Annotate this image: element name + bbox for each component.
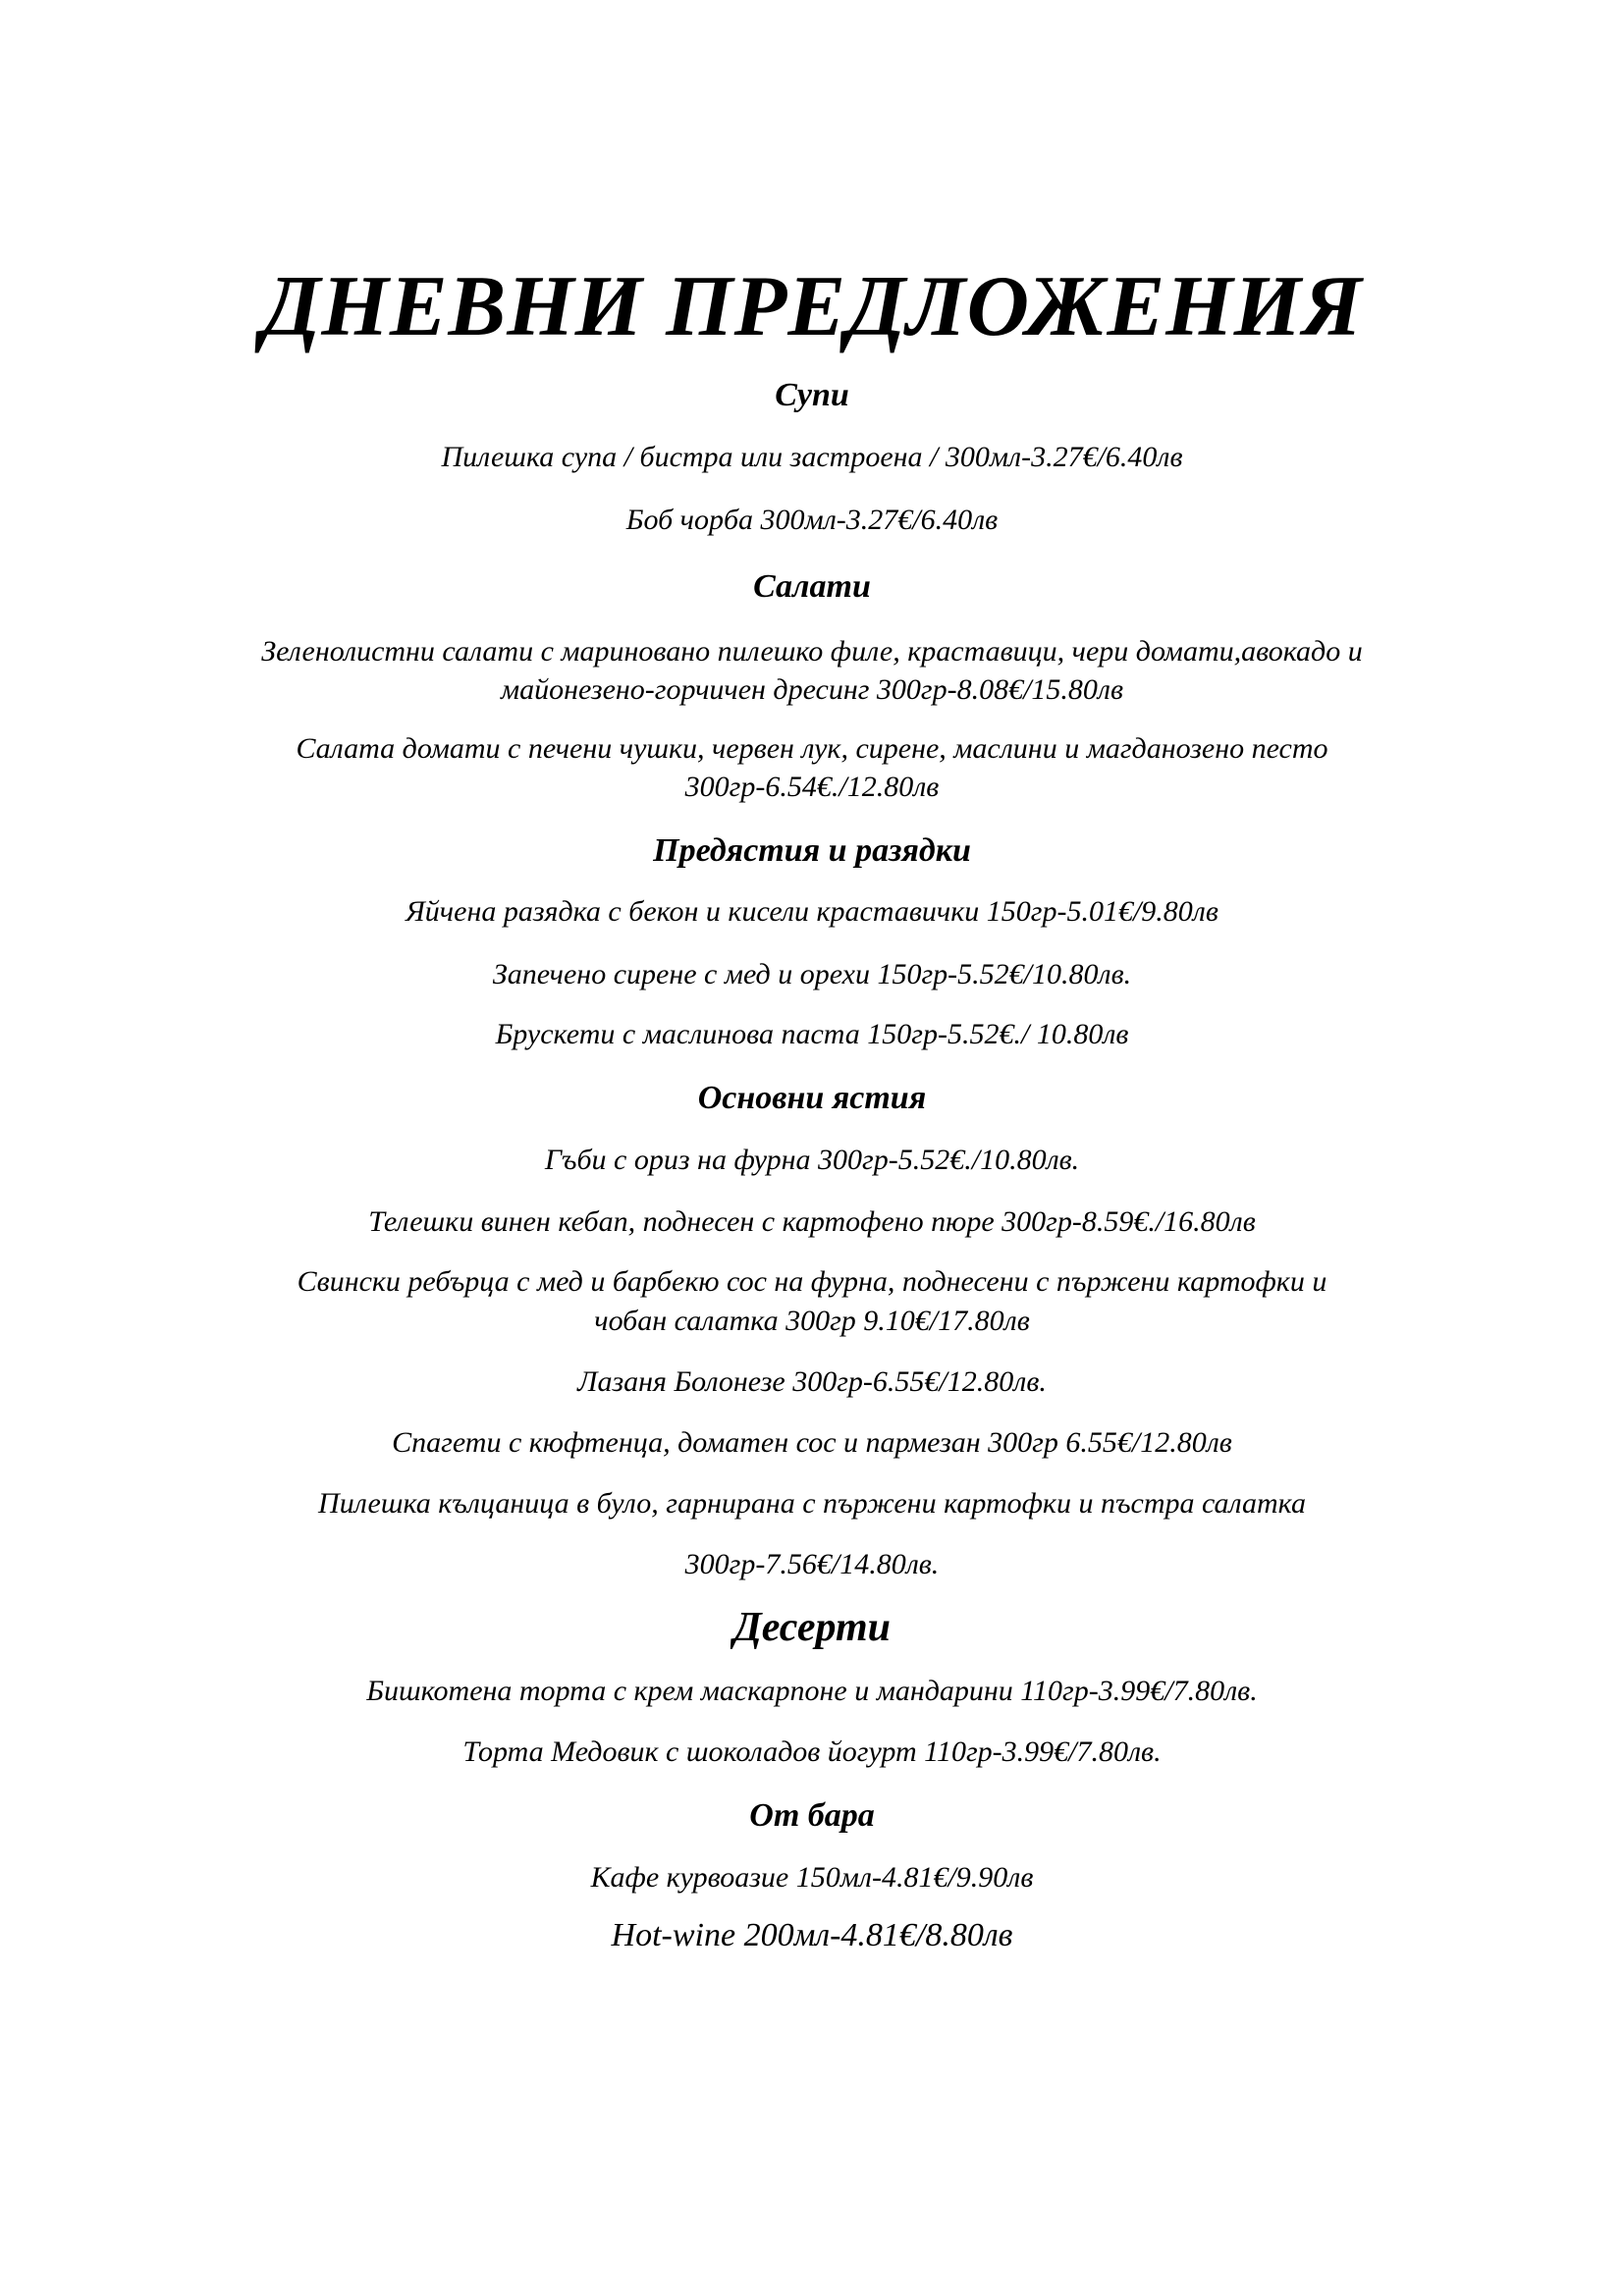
menu-item-biscuit-cake: Бишкотена торта с крем маскарпоне и мандарини 110гр-3.99€/7.80лв.: [366, 1675, 1258, 1707]
menu-item-chicken-mince-line1: Пилешка кълцаница в було, гарнирана с пържени картофки и пъстра салатка: [318, 1487, 1306, 1520]
menu-item-chicken-mince-line2: 300гр-7.56€/14.80лв.: [684, 1548, 940, 1580]
section-heading-desserts: Десерти: [733, 1605, 891, 1650]
menu-title: ДНЕВНИ ПРЕДЛОЖЕНИЯ: [261, 259, 1363, 354]
menu-item-bruschetta: Брускети с маслинова паста 150гр-5.52€./ 10.80лв: [495, 1018, 1129, 1050]
menu-item-bean-soup: Боб чорба 300мл-3.27€/6.40лв: [625, 504, 999, 536]
section-heading-mains: Основни ястия: [697, 1080, 927, 1116]
menu-item-chicken-soup: Пилешка супа / бистра или застроена / 300мл-3.27€/6.40лв: [441, 441, 1183, 473]
menu-item-medovik-cake: Торта Медовик с шоколадов йогурт 110гр-3.99€/7.80лв.: [462, 1735, 1162, 1768]
menu-item-courvoisier-coffee: Кафе курвоазие 150мл-4.81€/9.90лв: [590, 1861, 1034, 1894]
section-heading-salads: Салати: [753, 568, 871, 605]
menu-item-baked-cheese: Запечено сирене с мед и орехи 150гр-5.52€/10.80лв.: [492, 958, 1132, 990]
menu-item-pork-ribs-line1: Свински ребърца с мед и барбекю сос на фурна, поднесени с пържени картофки и: [297, 1265, 1327, 1298]
menu-item-pork-ribs-line2: чобан салатка 300гр 9.10€/17.80лв: [594, 1305, 1030, 1337]
menu-item-lasagna: Лазаня Болонезе 300гр-6.55€/12.80лв.: [577, 1365, 1047, 1398]
section-heading-starters: Предястия и разядки: [653, 832, 971, 869]
section-heading-bar: От бара: [749, 1797, 875, 1834]
menu-item-hot-wine: Hot-wine 200мл-4.81€/8.80лв: [611, 1917, 1013, 1953]
menu-item-spaghetti: Спагети с кюфтенца, доматен сос и пармезан 300гр 6.55€/12.80лв: [392, 1426, 1232, 1459]
menu-item-green-salad-line2: майонезено-горчичен дресинг 300гр-8.08€/15.80лв: [500, 673, 1124, 706]
menu-item-egg-spread: Яйчена разядка с бекон и кисели краставички 150гр-5.01€/9.80лв: [406, 895, 1218, 928]
menu-item-veal-kebab: Телешки винен кебап, поднесен с картофено пюре 300гр-8.59€./16.80лв: [368, 1205, 1256, 1238]
menu-item-mushrooms-rice: Гъби с ориз на фурна 300гр-5.52€./10.80лв.: [544, 1144, 1080, 1176]
menu-item-tomato-salad-line1: Салата домати с печени чушки, червен лук, сирене, маслини и магданозено песто: [296, 732, 1328, 765]
menu-item-tomato-salad-line2: 300гр-6.54€./12.80лв: [684, 771, 940, 803]
section-heading-soups: Супи: [775, 377, 849, 413]
menu-item-green-salad-line1: Зеленолистни салати с мариновано пилешко филе, краставици, чери домати,авокадо и: [261, 635, 1363, 667]
